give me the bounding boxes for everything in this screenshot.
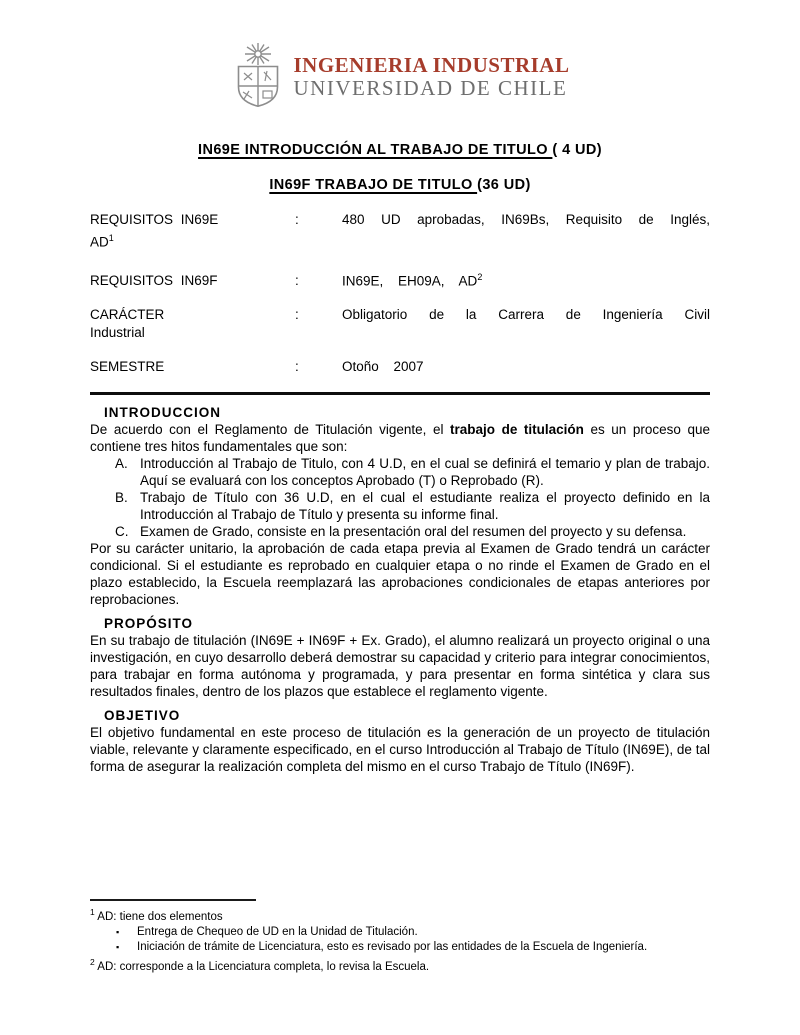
logo-text [294, 54, 570, 100]
field-value: IN69E, EH09A, AD [342, 273, 478, 288]
field-label: REQUISITOS IN69F [90, 273, 218, 288]
field-value: Otoño 2007 [342, 359, 424, 374]
field-label: CARÁCTER [90, 307, 165, 322]
list-item [90, 455, 710, 489]
footnote-marker: 1 [90, 907, 95, 917]
course-title-in69f-credits: (36 UD) [477, 177, 531, 193]
footnote-1 [90, 905, 710, 925]
intro-text-post: es un proceso que contiene tres hitos fundamentales que son: [90, 422, 710, 454]
section-proposito [90, 615, 710, 700]
introduccion-paragraph-1 [90, 421, 710, 455]
field-requisitos-in69f [90, 268, 710, 291]
footnote-marker: 2 [90, 956, 95, 967]
field-value: 480 UD aprobadas, IN69Bs, Requisito de Inglés, AD [90, 212, 710, 250]
footnote-bullet-item [90, 925, 710, 940]
footnote-ref-1: 1 [108, 233, 114, 243]
course-title-in69f [90, 177, 710, 193]
field-requisitos-in69e [90, 211, 710, 252]
footnote-2 [90, 955, 710, 975]
field-label: REQUISITOS IN69E [90, 212, 219, 227]
list-item-text: Introducción al Trabajo de Titulo, con 4 U.D, en el cual se definirá el temario y plan de trabajo. Aquí se evaluará con los conceptos Aprobado (T) o Reprobado (R). [140, 456, 710, 488]
list-marker: B. [115, 490, 128, 505]
footnote-text: AD: corresponde a la Licenciatura completa, lo revisa la Escuela. [97, 960, 430, 973]
course-title-in69e [90, 142, 710, 158]
course-fields [90, 211, 710, 376]
field-separator: : [295, 273, 299, 288]
milestones-list [90, 455, 710, 540]
square-bullet-icon: ▪ [116, 926, 120, 937]
footnote-ref-2: 2 [477, 271, 483, 282]
field-semestre [90, 358, 710, 376]
section-heading-proposito: PROPÓSITO [104, 616, 194, 631]
section-introduccion [90, 404, 710, 608]
list-marker: C. [115, 524, 129, 539]
footnote-bullet-text: Entrega de Chequeo de UD en la Unidad de Titulación. [137, 925, 418, 938]
document-content [90, 0, 710, 775]
logo [90, 44, 710, 110]
section-divider [90, 392, 710, 395]
introduccion-paragraph-2: Por su carácter unitario, la aprobación de cada etapa previa al Examen de Grado tendrá un carácter condicional. Si el estudiante es reprobado en cualquier etapa o no rinde el Examen de Grado en el plazo establecido, la Escuela reemplazará las aprobaciones condicionales de etapas anteriores por reprobaciones. [90, 541, 710, 607]
footnotes [90, 899, 710, 975]
logo-university-name: UNIVERSIDAD DE CHILE [293, 76, 568, 100]
field-separator: : [295, 359, 299, 374]
list-marker: A. [115, 456, 128, 471]
field-value: Obligatorio de la Carrera de Ingeniería Civil Industrial [90, 307, 710, 340]
university-crest-icon [231, 42, 285, 113]
footnote-bullet-text: Iniciación de trámite de Licenciatura, esto es revisado por las entidades de la Escuela de Ingeniería. [137, 940, 648, 953]
logo-brand-name: INGENIERIA INDUSTRIAL [293, 53, 570, 77]
field-label: SEMESTRE [90, 359, 165, 374]
intro-text-bold: trabajo de titulación [450, 422, 584, 437]
course-title-in69f-name: IN69F TRABAJO DE TITULO [269, 177, 478, 193]
list-item-text: Trabajo de Título con 36 U.D, en el cual el estudiante realiza el proyecto definido en la Introducción al Trabajo de Título y presenta su informe final. [140, 490, 710, 522]
section-objetivo [90, 707, 710, 775]
proposito-paragraph: En su trabajo de titulación (IN69E + IN69F + Ex. Grado), el alumno realizará un proyecto original o una investigación, en cuyo desarrollo deberá demostrar su capacidad y criterio para integrar conocimientos, para trabajar en forma autónoma y programada, y para presentar en forma sintética y clara sus resultados finales, dentro de los plazos que establece el reglamento vigente. [90, 633, 710, 699]
section-heading-introduccion: INTRODUCCION [104, 405, 221, 420]
section-heading-objetivo: OBJETIVO [104, 708, 181, 723]
objetivo-paragraph: El objetivo fundamental en este proceso de titulación es la generación de un proyecto de titulación viable, relevante y claramente especificado, en el curso Introducción al Trabajo de Título (IN69E), de tal forma de asegurar la realización completa del mismo en el curso Trabajo de Título (IN69F). [90, 725, 710, 774]
field-separator: : [295, 307, 299, 322]
list-item [90, 489, 710, 523]
intro-text-pre: De acuerdo con el Reglamento de Titulación vigente, el [90, 422, 451, 437]
list-item-text: Examen de Grado, consiste en la presentación oral del resumen del proyecto y su defensa. [140, 524, 687, 539]
footnote-divider [90, 899, 256, 901]
list-item [90, 523, 710, 540]
footnote-bullet-item [90, 940, 710, 955]
field-separator: : [295, 212, 299, 227]
course-title-in69e-credits: ( 4 UD) [552, 142, 602, 158]
footnote-text: AD: tiene dos elementos [97, 910, 223, 923]
course-title-in69e-name: IN69E INTRODUCCIÓN AL TRABAJO DE TITULO [198, 142, 553, 158]
field-caracter [90, 306, 710, 342]
square-bullet-icon: ▪ [116, 941, 120, 952]
